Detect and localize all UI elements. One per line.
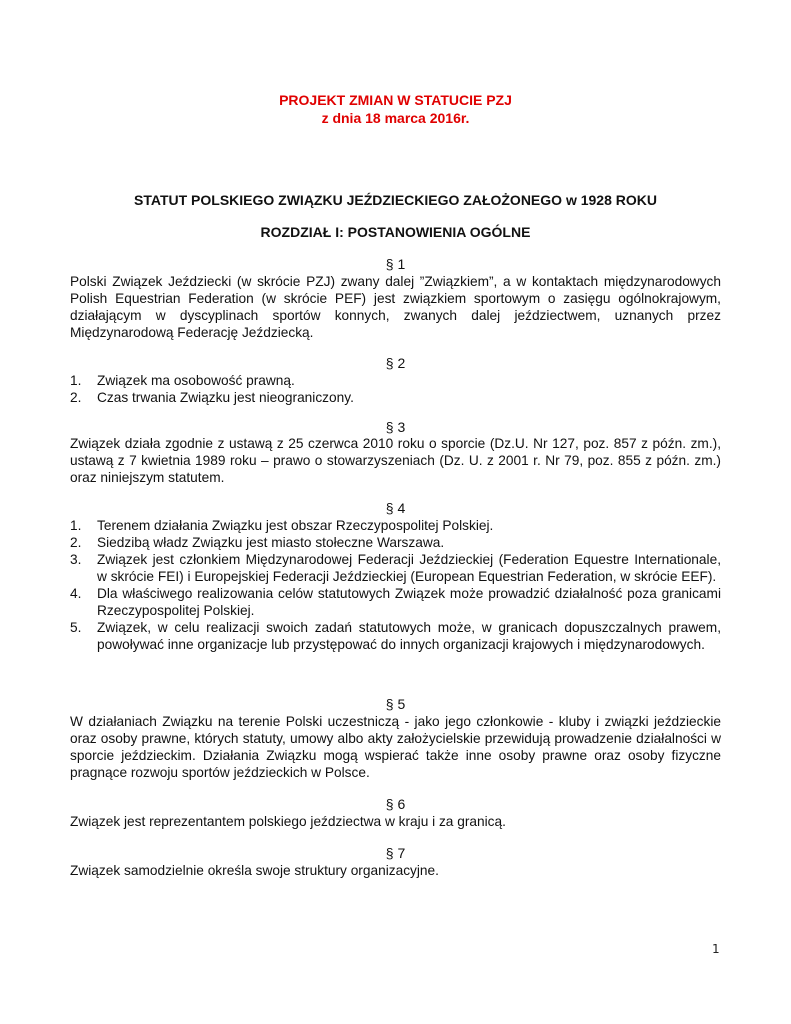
list-item-number: 1. [70, 373, 82, 388]
list-item-text: Siedzibą władz Związku jest miasto stołeczne Warszawa. [97, 535, 445, 550]
list-item [70, 534, 721, 551]
list-item-text: Czas trwania Związku jest nieograniczony. [97, 390, 354, 405]
list-item [70, 551, 721, 585]
list-item [70, 372, 721, 389]
section-sign-1: § 1 [385, 256, 406, 272]
section-6-text: Związek jest reprezentantem polskiego jeździectwa w kraju i za granicą. [70, 814, 506, 829]
list-item [70, 389, 721, 406]
project-date: z dnia 18 marca 2016r. [321, 110, 470, 126]
list-item-number: 2. [70, 390, 82, 405]
list-item-number: 3. [70, 552, 82, 567]
section-sign-4: § 4 [385, 500, 406, 516]
section-2-list [70, 372, 721, 406]
list-item-number: 4. [70, 586, 82, 601]
list-item-text: Dla właściwego realizowania celów statutowych Związek może prowadzić działalność poza granicami Rzeczypospolitej Polskiej. [97, 586, 721, 618]
list-item-text: Związek ma osobowość prawną. [97, 373, 295, 388]
section-4-list [70, 517, 721, 653]
list-item-number: 5. [70, 620, 82, 635]
list-item [70, 517, 721, 534]
list-item [70, 619, 721, 653]
section-sign-2: § 2 [385, 355, 406, 371]
section-7-text: Związek samodzielnie określa swoje struktury organizacyjne. [70, 863, 439, 878]
project-title: PROJEKT ZMIAN W STATUCIE PZJ [279, 92, 512, 108]
section-sign-7: § 7 [385, 845, 406, 861]
list-item [70, 585, 721, 619]
section-sign-3: § 3 [385, 419, 406, 435]
section-1-text: Polski Związek Jeździecki (w skrócie PZJ) zwany dalej ”Związkiem”, a w kontaktach międzynarodowych Polish Equestrian Federation (w skrócie PEF) jest związkiem sportowym o zasięgu ogólnokrajowym, działającym w dyscyplinach sportów konnych, zwanych dalej jeździectwem, uznanych przez Międzynarodową Federację Jeździecką. [70, 274, 721, 340]
list-item-text: Związek, w celu realizacji swoich zadań statutowych może, w granicach dopuszczalnych prawem, powoływać inne organizacje lub przystępować do innych organizacji krajowych i międzynarodowych. [97, 620, 721, 652]
section-3-text: Związek działa zgodnie z ustawą z 25 czerwca 2010 roku o sporcie (Dz.U. Nr 127, poz. 857 z późn. zm.), ustawą z 7 kwietnia 1989 roku – prawo o stowarzyszeniach (Dz. U. z 2001 r. Nr 79, poz. 855 z późn. zm.) oraz niniejszym statutem. [70, 436, 721, 485]
chapter-heading: ROZDZIAŁ I: POSTANOWIENIA OGÓLNE [260, 224, 531, 240]
section-sign-5: § 5 [385, 696, 406, 712]
page-number: 1 [712, 942, 720, 956]
list-item-text: Związek jest członkiem Międzynarodowej Federacji Jeździeckiej (Federation Equestre Internationale, w skrócie FEI) i Europejskiej Federacji Jeździeckiej (European Equestrian Federation, w skrócie EEF). [97, 552, 721, 584]
list-item-text: Terenem działania Związku jest obszar Rzeczypospolitej Polskiej. [97, 518, 494, 533]
list-item-number: 1. [70, 518, 82, 533]
document-title: STATUT POLSKIEGO ZWIĄZKU JEŹDZIECKIEGO ZAŁOŻONEGO w 1928 ROKU [134, 192, 657, 208]
section-sign-6: § 6 [385, 796, 406, 812]
section-5-text: W działaniach Związku na terenie Polski uczestniczą - jako jego członkowie - kluby i związki jeździeckie oraz osoby prawne, których statuty, umowy albo akty założycielskie przewidują prowadzenie działalności w sporcie jeździeckim. Działania Związku mogą wspierać także inne osoby prawne oraz osoby fizyczne pragnące rozwoju sportów jeździeckich w Polsce. [70, 714, 721, 780]
list-item-number: 2. [70, 535, 82, 550]
